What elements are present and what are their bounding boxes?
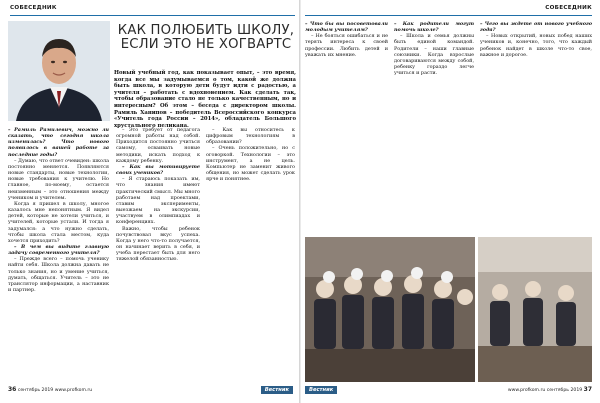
column-mid-right <box>206 127 295 182</box>
footer-right <box>305 386 592 398</box>
journal-logo: Вестник <box>305 386 337 394</box>
classroom-illustration <box>478 237 592 382</box>
column-r1 <box>305 21 388 58</box>
question: – Чего вы ждете от нового учебного года? <box>480 21 592 34</box>
issue-date: сентябрь 2019 <box>546 388 583 393</box>
column-r3 <box>480 21 592 58</box>
rubric-right: СОБЕСЕДНИК <box>545 5 592 11</box>
column-r2 <box>394 21 474 76</box>
headline: КАК ПОЛЮБИТЬ ШКОЛУ, ЕСЛИ ЭТО НЕ ХОГВАРТС <box>117 23 295 52</box>
rubric-rule <box>10 15 295 16</box>
photo-caption: – Рамиль Рамилевич, можно ли сказать, что сегодня школа изменилась? Что нового появилось в вашей работе за последние годы? <box>8 127 109 158</box>
page-number: 37 <box>583 386 592 393</box>
paragraph: – Не бояться ошибаться и не терять интереса к своей профессии. Любить детей и уважать их мнение. <box>305 33 388 58</box>
page-number: 36 <box>8 386 17 393</box>
students-photo <box>305 237 475 382</box>
paragraph: Когда я пришел в школу, многое казалось мне непонятным. Я видел детей, которые не хотели учиться, и учителей, которые устали. И тогда я задумался: а что нужно сделать, чтобы школа стала местом, куда хочется приходить? <box>8 200 109 244</box>
paragraph: – Это требует от педагога огромной работы над собой. Приходится постоянно учиться самому, осваивать новые методики, искать подход к каждому ребенку. <box>116 127 200 164</box>
students-illustration <box>305 237 475 382</box>
site-url: www.profkom.ru <box>54 388 93 393</box>
paragraph: – Думаю, что ответ очевиден: школа постоянно меняется. Появляются новые стандарты, новые технологии, новые требования к учителю. Но главное, по-моему, остается неизменным – это отношения между учеником и учителем. <box>8 157 109 201</box>
portrait-photo <box>8 21 110 121</box>
journal-logo: Вестник <box>261 386 293 394</box>
paragraph: Важно, чтобы ребенок почувствовал вкус успеха. Когда у него что-то получается, он начинает верить в себя, и учеба перестает быть для него тяжелой обязанностью. <box>116 225 200 263</box>
lead-paragraph: Новый учебный год, как показывает опыт, – это время, когда все мы задумываемся о том, какой же должна быть школа, в которую дети будут идти с радостью, а учителя – работать с вдохновением. Как сделать так, чтобы образование стало не только качественным, но и интересным? Об этом – беседа с директором школы. Рамиль Ханипов – победитель Всероссийского конкурса «Учитель года России – 2014», обладатель Большого хрустального пеликана. <box>114 70 296 129</box>
right-page <box>300 0 600 403</box>
portrait-illustration <box>8 21 110 121</box>
issue-date: сентябрь 2019 <box>17 388 54 393</box>
question: – В чем вы видите главную задачу современного учителя? <box>8 243 109 257</box>
classroom-photo <box>478 237 592 382</box>
question: – Что бы вы посоветовали молодым учителям? <box>305 21 388 34</box>
footer-left <box>8 386 293 398</box>
question: – Как вы мотивируете своих учеников? <box>116 163 200 177</box>
rubric-rule <box>305 15 592 16</box>
column-mid <box>116 127 200 262</box>
site-url: www.profkom.ru <box>507 388 546 393</box>
column-left <box>8 127 109 293</box>
paragraph: – Очень положительно, но с оговоркой. Технологии – это инструмент, а не цель. Компьютер не заменит живого общения, но может сделать урок ярче и понятнее. <box>206 145 295 183</box>
paragraph: – Прежде всего – помочь ученику найти себя. Школа должна давать не только знания, но и умение учиться, думать, общаться. Учитель – это не транслятор информации, а наставник и партнер. <box>8 256 109 294</box>
paragraph: – Новых открытий, новых побед наших учеников и, конечно, того, что каждый ребенок найдет в школе что-то свое, важное и дорогое. <box>480 33 592 58</box>
paragraph: – Школа и семья должны быть единой командой. Родители – наши главные союзники. Когда взрослые договариваются между собой, ребенку гораздо легче учиться и расти. <box>394 33 474 77</box>
paragraph: – Как вы относитесь к цифровым технологиям в образовании? <box>206 127 295 146</box>
rubric-left: СОБЕСЕДНИК <box>10 5 57 11</box>
question: – Как родители могут помочь школе? <box>394 21 474 34</box>
paragraph: – Я стараюсь показать им, что знания имеют практический смысл. Мы много работаем над проектами, ставим эксперименты, выезжаем на экскурсии, участвуем в олимпиадах и конференциях. <box>116 176 200 226</box>
